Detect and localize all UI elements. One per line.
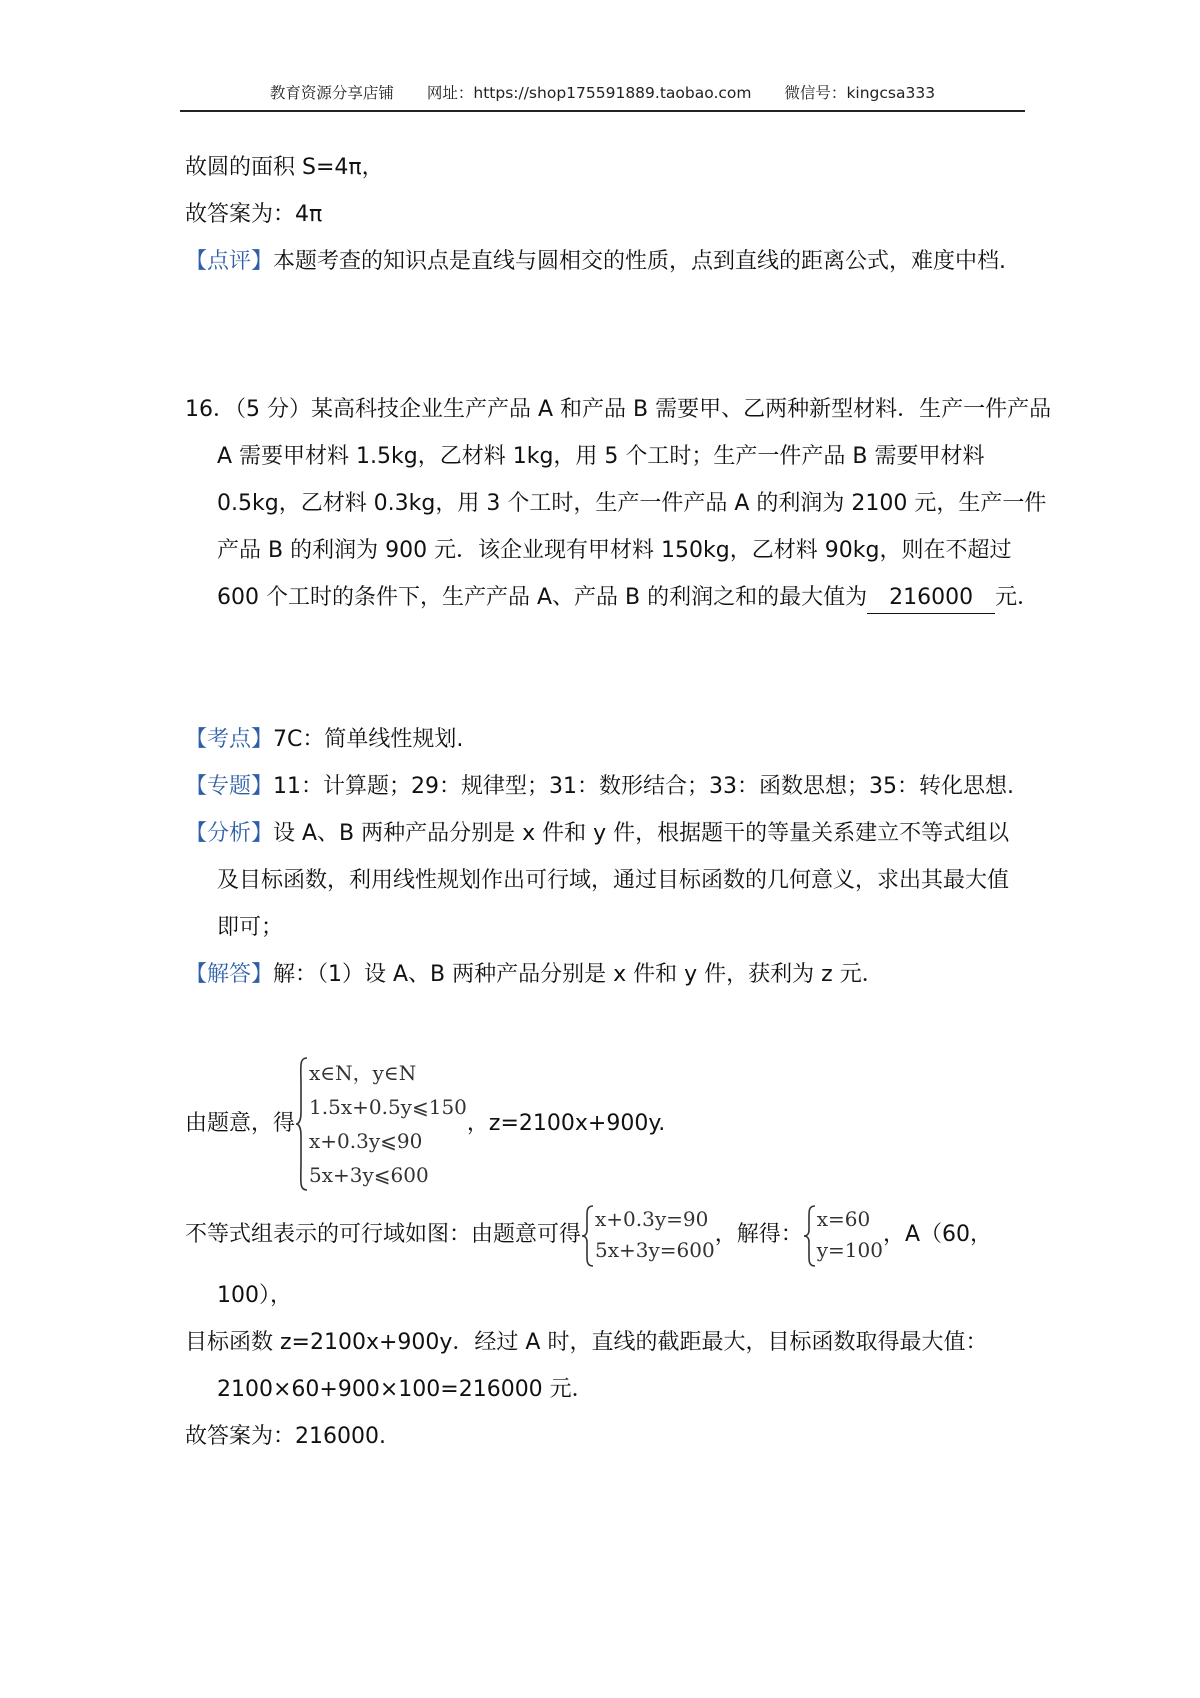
jieda-tag: 【解答】 (185, 962, 274, 987)
feasible-prefix: 不等式组表示的可行域如图：由题意可得 (185, 1222, 582, 1247)
feasible-region-line (185, 1204, 1025, 1266)
zhuanti-text: 11：计算题；29：规律型；31：数形结合；33：函数思想；35：转化思想. (273, 774, 1014, 799)
final-answer: 故答案为：216000. (185, 1424, 386, 1449)
comment-paragraph (185, 238, 1025, 285)
jieda-text: 解：（1）设 A、B 两种产品分别是 x 件和 y 件，获利为 z 元． (273, 962, 884, 987)
fenxi-tag: 【分析】 (185, 821, 274, 846)
left-brace-icon (803, 1204, 817, 1268)
comment-text: 本题考查的知识点是直线与圆相交的性质，点到直线的距离公式，难度中档. (273, 249, 1007, 274)
kaodian-tag: 【考点】 (185, 727, 274, 752)
wechat-value: kingcsa333 (846, 84, 936, 102)
wechat-id (784, 84, 935, 102)
fenxi-text: 设 A、B 两种产品分别是 x 件和 y 件，根据题干的等量关系建立不等式组以及目标函数，利用线性规划作出可行域，通过目标函数的几何意义，求出其最大值即可； (217, 821, 1010, 940)
kaodian-text: 7C：简单线性规划. (273, 727, 464, 752)
page-header (180, 80, 1025, 112)
objective-inline: ，z=2100x+900y. (466, 1111, 666, 1136)
system-row: x∈N，y∈N (309, 1061, 417, 1085)
solution-row: y=100 (816, 1238, 883, 1262)
zhuanti-tag: 【专题】 (185, 774, 274, 799)
zhuanti-paragraph (185, 763, 1025, 810)
comment-tag: 【点评】 (185, 249, 274, 274)
store-url (427, 84, 752, 102)
inequality-system-line (185, 1056, 1025, 1192)
system-prefix: 由题意，得 (185, 1111, 296, 1136)
left-brace-icon (295, 1056, 309, 1192)
jieda-paragraph (185, 951, 1025, 998)
wechat-label: 微信号： (784, 84, 847, 102)
kaodian-paragraph (185, 716, 1025, 763)
objective-line-2: 2100×60+900×100=216000 元． (217, 1377, 594, 1402)
question-16 (185, 386, 1057, 621)
equation-row: x+0.3y=90 (595, 1207, 709, 1231)
store-name: 教育资源分享店铺 (269, 84, 394, 102)
solution-row: x=60 (816, 1207, 871, 1231)
answer-blank: 216000 (867, 583, 995, 614)
solution-section (185, 716, 1025, 998)
fenxi-paragraph (185, 810, 1025, 951)
prev-answer-line: 故答案为：4π (185, 202, 323, 227)
system-row: 1.5x+0.5y⩽150 (309, 1095, 467, 1119)
equation-row: 5x+3y=600 (595, 1238, 715, 1262)
feasible-suffix: ，A（60， (882, 1222, 993, 1247)
solution-system (803, 1204, 883, 1266)
url-label: 网址： (426, 84, 474, 102)
feasible-mid: ，解得： (714, 1222, 803, 1247)
system-row: x+0.3y⩽90 (309, 1129, 423, 1153)
system-row: 5x+3y⩽600 (309, 1163, 429, 1187)
question-stem: 16．（5 分）某高科技企业生产产品 A 和产品 B 需要甲、乙两种新型材料．生产一件产品 A 需要甲材料 1.5kg，乙材料 1kg，用 5 个工时；生产一件产品 B 需要甲材料 0.5kg，乙材料 0.3kg，用 3 个工时，生产一件产品 A 的利润为 2100 元，生产一件产品 B 的利润为 900 元．该企业现有甲材料 150kg，乙材料 90kg，则在不超过 600 个工时的条件下，生产产品 A、产品 B 的利润之和的最大值为 (185, 397, 1052, 610)
inequality-system (295, 1056, 467, 1192)
equation-system (581, 1204, 715, 1266)
answer-unit: 元． (995, 585, 1040, 610)
prev-solution (185, 144, 1025, 285)
objective-line-1: 目标函数 z=2100x+900y．经过 A 时，直线的截距最大，目标函数取得最大值： (185, 1330, 988, 1355)
conclusion-section (185, 1272, 1025, 1460)
objective-paragraph (185, 1319, 1025, 1413)
circle-area-line: 故圆的面积 S=4π， (185, 155, 384, 180)
point-a-continuation: 100）， (217, 1283, 292, 1308)
left-brace-icon (581, 1204, 595, 1268)
url-value: https://shop175591889.taobao.com (473, 84, 752, 102)
